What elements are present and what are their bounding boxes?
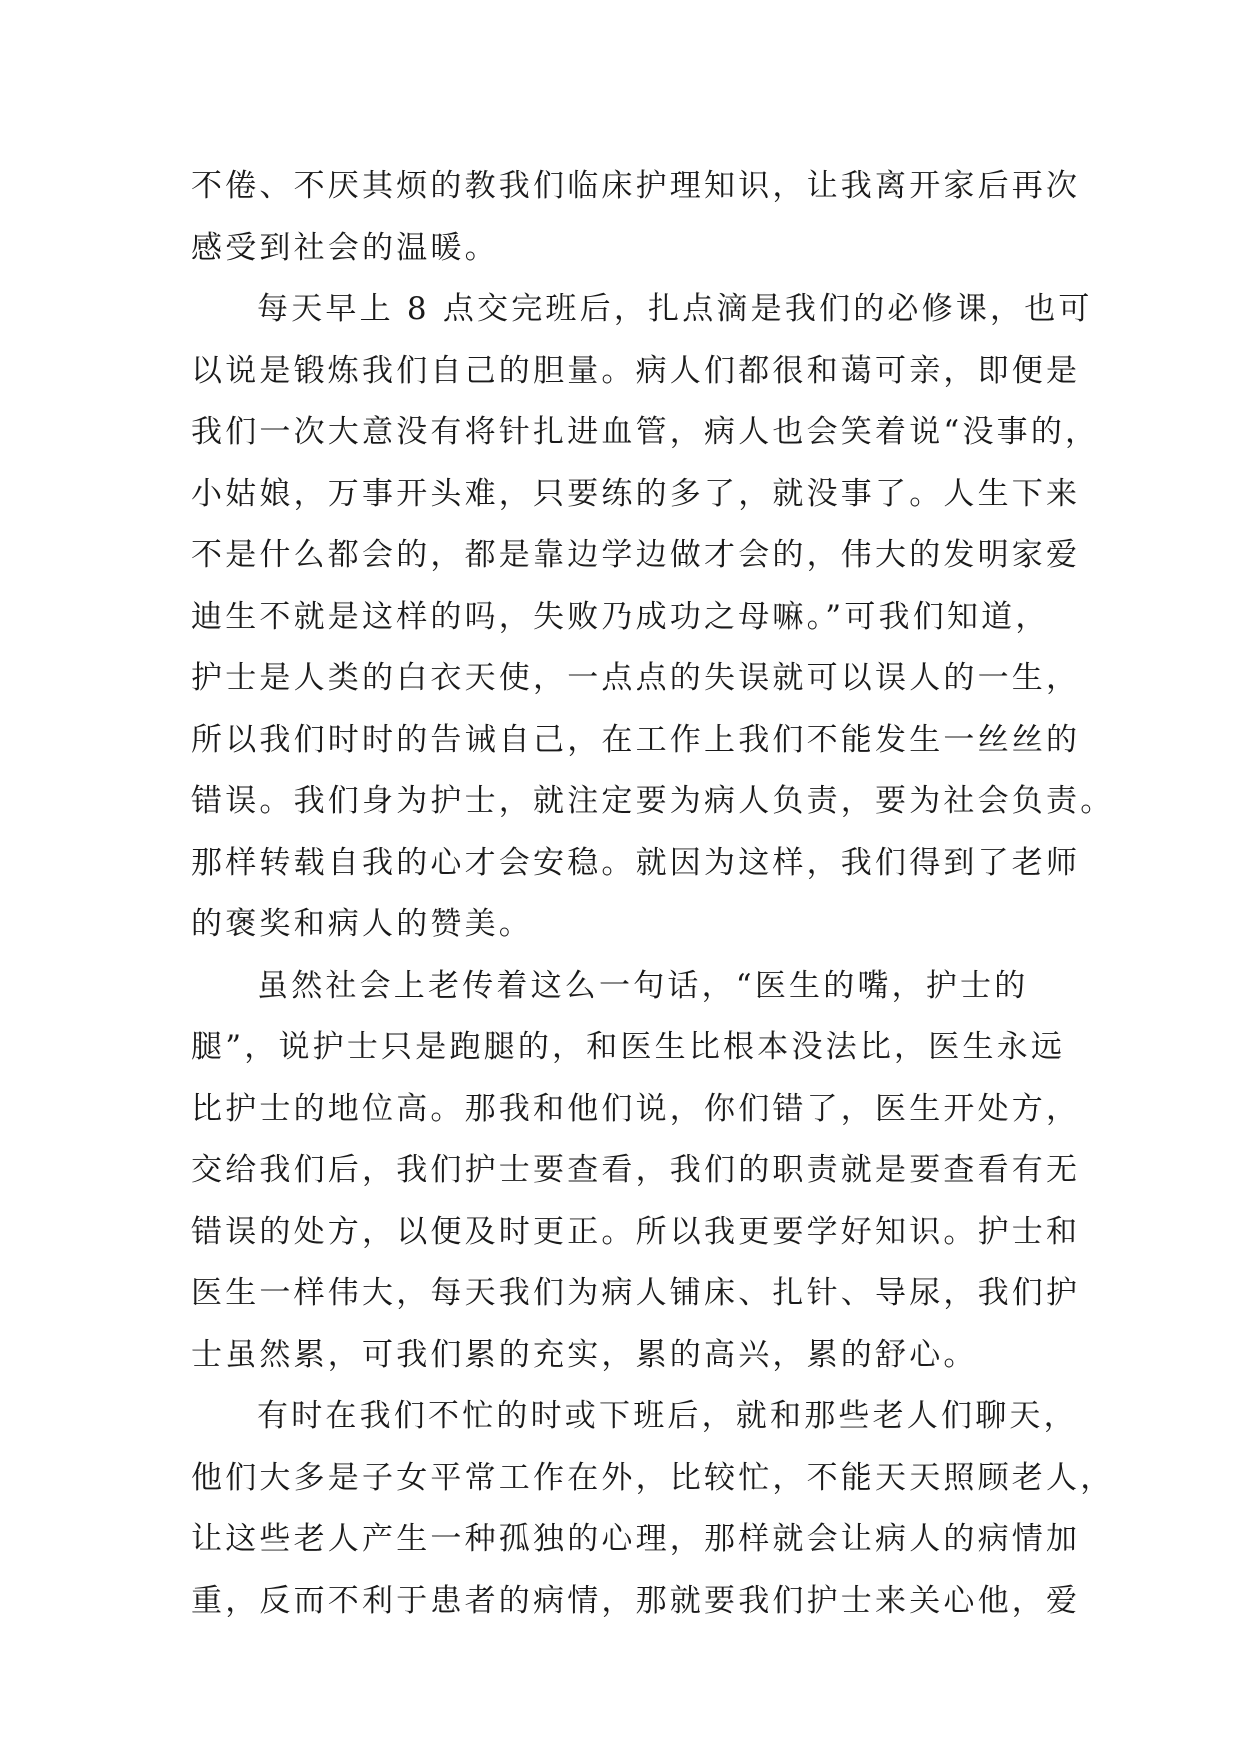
text-line: 以说是锻炼我们自己的胆量。病人们都很和蔼可亲，即便是 [191,352,1081,389]
text-line: 虽然社会上老传着这么一句话，“医生的嘴，护士的 [257,967,1029,1004]
text-line: 错误的处方，以便及时更正。所以我更要学好知识。护士和 [191,1213,1081,1250]
text-line: 我们一次大意没有将针扎进血管，病人也会笑着说“没事的， [191,414,1100,450]
text-line: 小姑娘，万事开头难，只要练的多了，就没事了。人生下来 [191,475,1081,512]
text-line: 有时在我们不忙的时或下班后，就和那些老人们聊天， [257,1398,1078,1434]
body-text [191,156,1115,1632]
text-line: 那样转载自我的心才会安稳。就因为这样，我们得到了老师 [191,844,1081,881]
text-line: 让这些老人产生一种孤独的心理，那样就会让病人的病情加 [191,1521,1081,1557]
text-line: 不是什么都会的，都是靠边学边做才会的，伟大的发明家爱 [191,537,1081,573]
text-line: 感受到社会的温暖。 [191,229,499,266]
text-line: 的褒奖和病人的赞美。 [191,906,533,942]
text-line: 迪生不就是这样的吗，失败乃成功之母嘛。”可我们知道， [191,598,1050,635]
text-line: 不倦、不厌其烦的教我们临床护理知识，让我离开家后再次 [191,168,1081,204]
text-line: 腿”，说护士只是跑腿的，和医生比根本没法比，医生永远 [191,1029,1066,1065]
text-line: 错误。我们身为护士，就注定要为病人负责，要为社会负责。 [191,783,1115,819]
text-line: 所以我们时时的告诫自己，在工作上我们不能发生一丝丝的 [191,721,1081,758]
text-line: 比护士的地位高。那我和他们说，你们错了，医生开处方， [191,1090,1081,1127]
text-line: 护士是人类的白衣天使，一点点的失误就可以误人的一生， [191,660,1081,696]
text-line: 重，反而不利于患者的病情，那就要我们护士来关心他，爱 [191,1582,1081,1619]
text-line: 医生一样伟大，每天我们为病人铺床、扎针、导尿，我们护 [191,1275,1081,1311]
text-line: 每天早上 8 点交完班后，扎点滴是我们的必修课，也可 [257,291,1093,327]
text-line: 他们大多是子女平常工作在外，比较忙，不能天天照顾老人， [191,1459,1115,1496]
text-line: 士虽然累，可我们累的充实，累的高兴，累的舒心。 [191,1336,978,1373]
text-line: 交给我们后，我们护士要查看，我们的职责就是要查看有无 [191,1152,1081,1188]
